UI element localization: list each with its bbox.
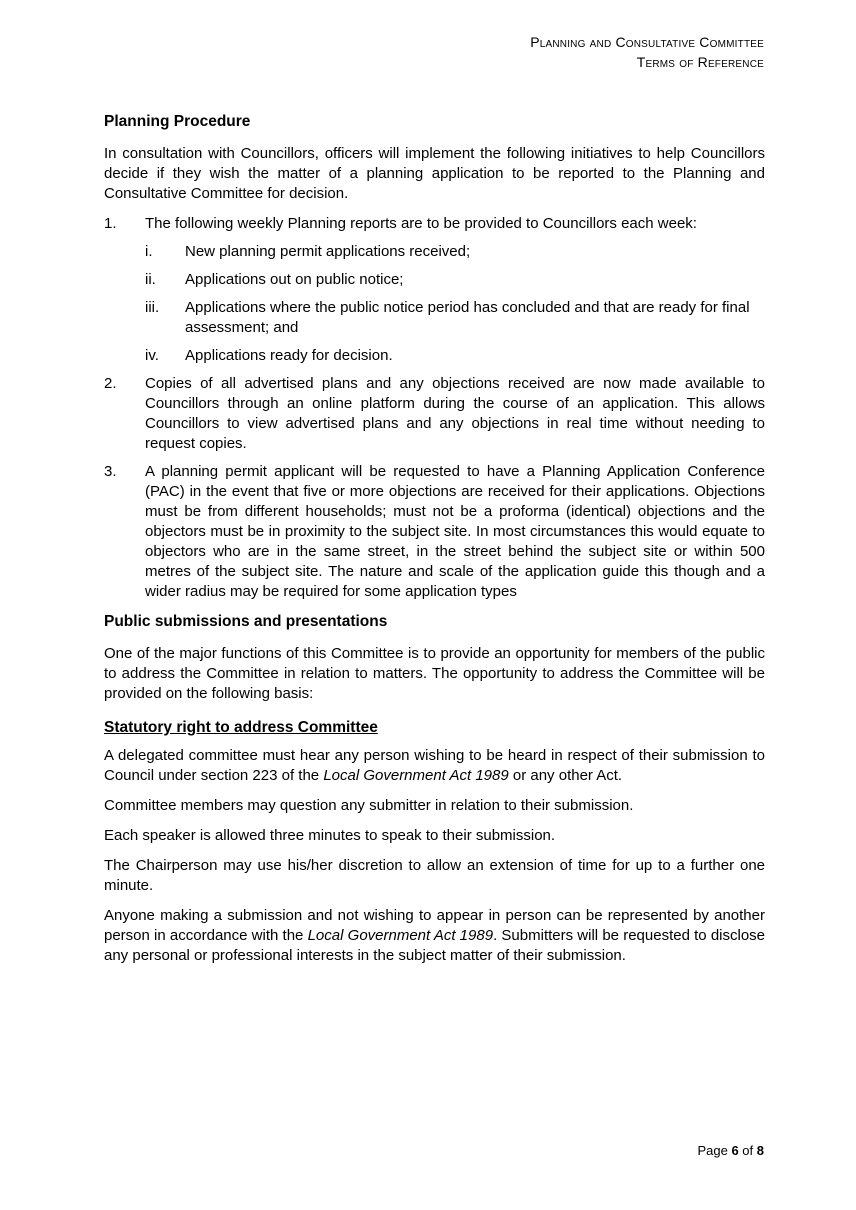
statutory-right-heading: Statutory right to address Committee xyxy=(104,719,378,736)
public-submissions-intro: One of the major functions of this Committee is to provide an opportunity for members of the public to address the Committee in relation to matters. The opportunity to address the Committee will be provided on the following basis: xyxy=(104,645,765,702)
statutory-p5-end: . Submitters will be requested to disclose any personal or professional interests in the subject matter of their submission. xyxy=(104,927,766,964)
list-item-text: A planning permit applicant will be requested to have a Planning Application Conference (PAC) in the event that five or more objections are received for their applications. Objections must be from different households; must not be a proforma (identical) objections and the objectors must be in proximity to the subject site. In most circumstances this would equate to objectors who are in the same street, in the street behind the subject site or within 500 metres of the subject site. The nature and scale of the application guide this though and a wider radius may be required for some application types xyxy=(145,463,765,600)
sublist-item xyxy=(145,298,765,338)
sublist-item-number: i. xyxy=(145,243,153,260)
list-item-text: Copies of all advertised plans and any objections received are now made available to Councillors through an online platform during the course of an application. This allows Councillors to view advertised plans and any objections in real time without needing to request copies. xyxy=(145,375,765,452)
act-reference: Local Government Act 1989 xyxy=(323,767,509,784)
header-committee-name: Planning and Consultative Committee xyxy=(530,34,764,50)
list-item xyxy=(104,462,765,602)
planning-initiatives-list xyxy=(104,214,765,602)
page-label: Page xyxy=(697,1143,728,1158)
sublist-item-number: iv. xyxy=(145,347,159,364)
sublist-item-text: Applications out on public notice; xyxy=(185,271,404,288)
statutory-paragraph-4: The Chairperson may use his/her discretion to allow an extension of time for up to a further one minute. xyxy=(104,857,765,894)
statutory-paragraph-1 xyxy=(104,746,765,786)
running-header xyxy=(530,32,764,72)
list-item-text: The following weekly Planning reports are to be provided to Councillors each week: xyxy=(145,215,697,232)
planning-procedure-heading: Planning Procedure xyxy=(104,113,251,130)
list-item xyxy=(104,214,765,366)
current-page-number: 6 xyxy=(731,1143,739,1158)
planning-intro: In consultation with Councillors, officers will implement the following initiatives to help Councillors decide if they wish the matter of a planning application to be reported to the Planning and Consultative Committee for decision. xyxy=(104,145,765,202)
list-item-number: 1. xyxy=(104,215,117,232)
statutory-p1-end: or any other Act. xyxy=(508,767,623,784)
list-item xyxy=(104,374,765,454)
page-footer xyxy=(697,1142,764,1160)
sublist-item-number: iii. xyxy=(145,299,160,316)
total-page-count: 8 xyxy=(756,1143,764,1158)
statutory-paragraph-3: Each speaker is allowed three minutes to speak to their submission. xyxy=(104,827,556,844)
statutory-paragraph-5 xyxy=(104,906,765,966)
public-submissions-heading: Public submissions and presentations xyxy=(104,613,388,630)
body-content xyxy=(104,112,765,976)
sublist-item xyxy=(145,346,765,366)
sublist-item-text: Applications ready for decision. xyxy=(185,347,393,364)
of-label: of xyxy=(742,1143,754,1158)
list-item-number: 3. xyxy=(104,463,117,480)
header-document-title: Terms of Reference xyxy=(636,54,764,70)
list-item-number: 2. xyxy=(104,375,117,392)
statutory-paragraph-2: Committee members may question any submitter in relation to their submission. xyxy=(104,797,634,814)
sublist-item-text: New planning permit applications received; xyxy=(185,243,471,260)
statutory-p5-start: Anyone making a submission and not wishing to appear in person can be represented by another person in accordance with the xyxy=(104,907,765,944)
sublist-item xyxy=(145,270,765,290)
act-reference: Local Government Act 1989 xyxy=(307,927,494,944)
weekly-reports-sublist xyxy=(145,242,765,366)
sublist-item-text: Applications where the public notice period has concluded and that are ready for final assessment; and xyxy=(185,299,750,336)
sublist-item-number: ii. xyxy=(145,271,156,288)
statutory-p1-start: A delegated committee must hear any person wishing to be heard in respect of their submission to Council under section 223 of the xyxy=(104,747,765,784)
sublist-item xyxy=(145,242,765,262)
